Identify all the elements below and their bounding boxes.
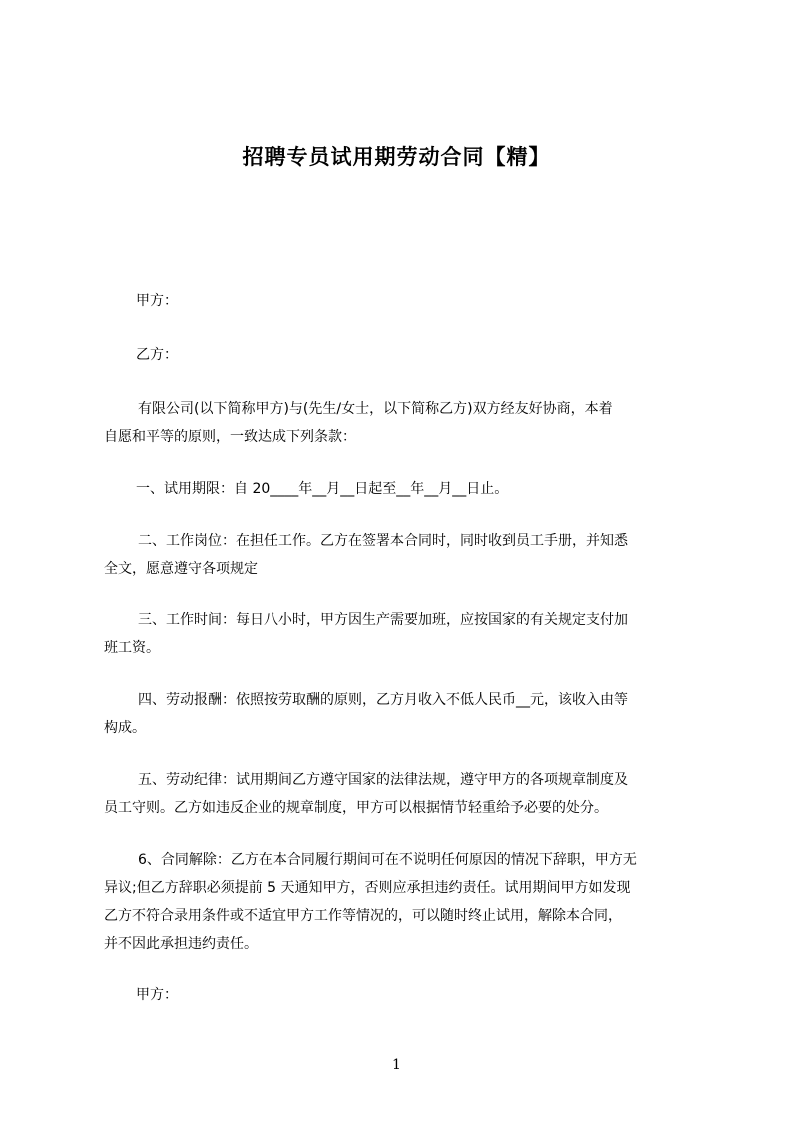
clause-job-position [104,527,704,583]
clause-remuneration [104,686,704,742]
intro-paragraph [104,395,704,451]
intro-line-1: 有限公司(以下简称甲方)与(先生/女士，以下简称乙方)双方经友好协商，本着 [138,401,613,417]
clause2-line-2: 全文，愿意遵守各项规定 [104,561,258,577]
signature-party-a-label: 甲方： [136,987,178,1003]
clause-working-hours [104,606,704,662]
clause4-line-1: 四、劳动报酬：依照按劳取酬的原则，乙方月收入不低人民币__元，该收入由等 [138,692,628,708]
party-b-line [104,341,704,369]
clause5-line-2: 员工守则。乙方如违反企业的规章制度，甲方可以根据情节轻重给予必要的处分。 [104,800,608,816]
clause2-line-1: 二、工作岗位：在担任工作。乙方在签署本合同时，同时收到员工手册，并知悉 [138,533,628,549]
clause3-line-2: 班工资。 [104,640,160,656]
clause6-line-4: 并不因此承担违约责任。 [104,936,258,952]
signature-party-a-line [104,981,704,1009]
clause5-line-1: 五、劳动纪律：试用期间乙方遵守国家的法律法规，遵守甲方的各项规章制度及 [138,772,628,788]
clause4-line-2: 构成。 [104,720,146,736]
clause6-line-3: 乙方不符合录用条件或不适宜甲方工作等情况的，可以随时终止试用，解除本合同， [104,908,622,924]
party-a-line [104,287,704,315]
clause6-line-2: 异议;但乙方辞职必须提前 5 天通知甲方，否则应承担违约责任。试用期间甲方如发现 [104,880,631,896]
clause-probation-period [104,475,704,503]
clause1-line-1: 一、试用期限：自 20____年__月__日起至__年__月__日止。 [136,481,509,497]
page-number: 1 [392,1057,401,1073]
clause3-line-1: 三、工作时间：每日八小时，甲方因生产需要加班，应按国家的有关规定支付加 [138,612,628,628]
intro-line-2: 自愿和平等的原则，一致达成下列条款： [104,429,356,445]
clause-labor-discipline [104,766,704,822]
party-a-label: 甲方： [136,293,178,309]
clause6-line-1: 6、合同解除：乙方在本合同履行期间可在不说明任何原因的情况下辞职，甲方无 [138,852,637,868]
clause-contract-termination [104,846,704,958]
document-title: 招聘专员试用期劳动合同【精】 [242,145,551,169]
party-b-label: 乙方： [136,347,178,363]
